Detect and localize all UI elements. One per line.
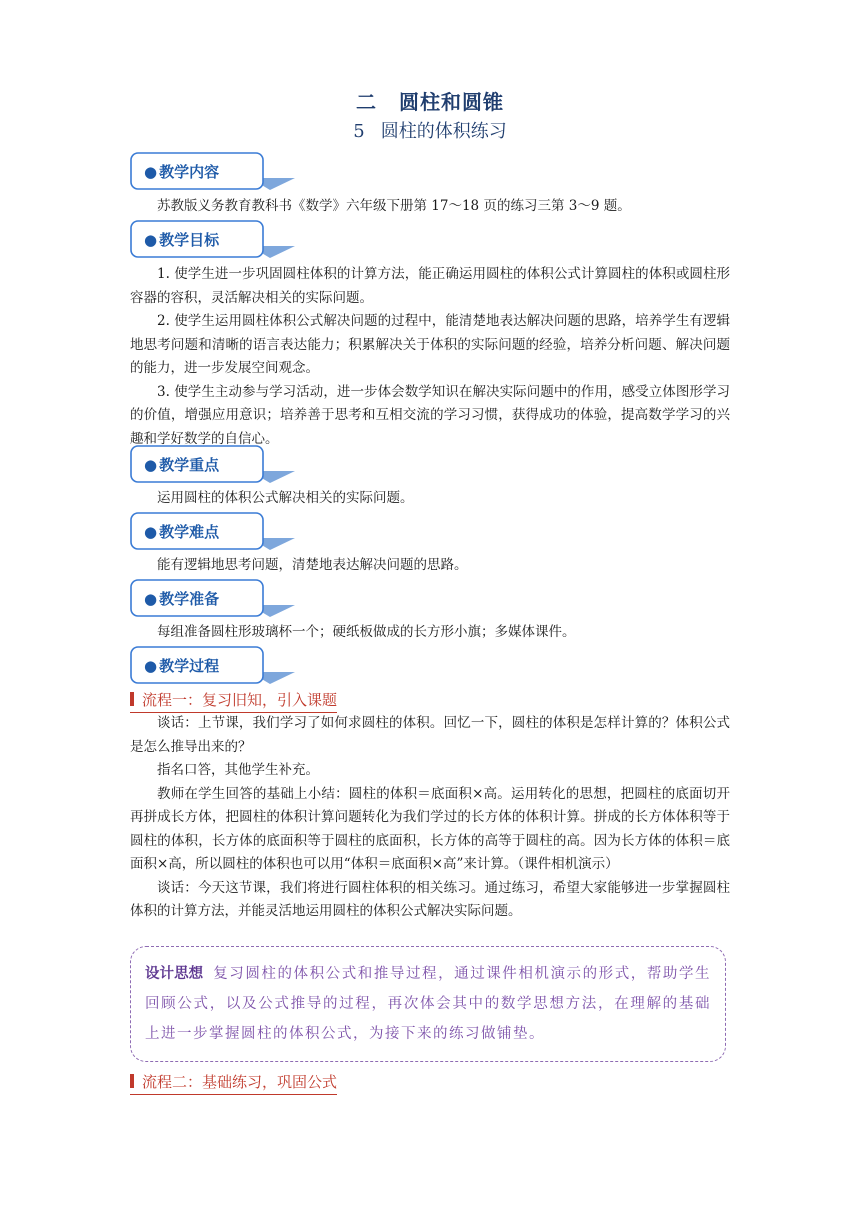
chapter-title	[0, 86, 860, 115]
flow-heading-2	[130, 1071, 337, 1095]
design-note-title: 设计思想	[145, 966, 204, 982]
design-note	[145, 959, 711, 1049]
flow1-paragraph: 指名口答，其他学生补充。	[157, 762, 319, 778]
flow-heading-1	[130, 689, 337, 713]
flow-title: 流程二：基础练习，巩固公式	[142, 1073, 338, 1091]
flow-marker-icon	[130, 1074, 134, 1088]
chapter-number: 二	[356, 90, 377, 114]
flow1-paragraph: 谈话：上节课，我们学习了如何求圆柱的体积。回忆一下，圆柱的体积是怎样计算的？体积公式是怎么推导出来的？	[130, 715, 730, 755]
bullet-icon: ●	[144, 163, 158, 181]
goal-item: 3. 使学生主动参与学习活动，进一步体会数学知识在解决实际问题中的作用，感受立体图形学习的价值，增强应用意识；培养善于思考和互相交流的学习习惯，获得成功的体验，提高数学学习的兴趣和学好数学的自信心。	[130, 383, 730, 447]
difficulty-text: 能有逻辑地思考问题，清楚地表达解决问题的思路。	[157, 557, 468, 573]
goal-item: 2. 使学生运用圆柱体积公式解决问题的过程中，能清楚地表达解决问题的思路，培养学生有逻辑地思考问题和清晰的语言表达能力；积累解决关于体积的实际问题的经验，培养分析问题、解决问题的能力，进一步发展空间观念。	[130, 313, 730, 376]
section-tag-label: 教学内容	[159, 163, 220, 181]
lesson-title-text: 圆柱的体积练习	[380, 121, 507, 142]
flow-marker-icon	[130, 692, 134, 706]
content-text: 苏教版义务教育教科书《数学》六年级下册第 17～18 页的练习三第 3～9 题。	[157, 198, 631, 214]
lesson-title	[0, 117, 860, 143]
section-tag-key	[130, 445, 300, 485]
flow-title: 流程一：复习旧知，引入课题	[142, 691, 338, 709]
goals-list	[130, 263, 730, 451]
bullet-icon: ●	[144, 456, 158, 474]
section-tag-difficulty	[130, 512, 300, 552]
bullet-icon: ●	[144, 231, 158, 249]
bullet-icon: ●	[144, 523, 158, 541]
design-note-box	[130, 946, 726, 1062]
lesson-number: 5	[353, 121, 365, 142]
section-tag-label: 教学过程	[159, 657, 220, 675]
section-tag-content	[130, 152, 300, 192]
bullet-icon: ●	[144, 657, 158, 675]
flow1-paragraph: 谈话：今天这节课，我们将进行圆柱体积的相关练习。通过练习，希望大家能够进一步掌握圆柱体积的计算方法，并能灵活地运用圆柱的体积公式解决实际问题。	[130, 879, 730, 919]
section-tag-goals	[130, 220, 300, 260]
section-tag-label: 教学目标	[159, 231, 220, 249]
goal-item: 1. 使学生进一步巩固圆柱体积的计算方法，能正确运用圆柱的体积公式计算圆柱的体积或圆柱形容器的容积，灵活解决相关的实际问题。	[130, 266, 730, 306]
design-note-text: 复习圆柱的体积公式和推导过程，通过课件相机演示的形式，帮助学生回顾公式，以及公式推导的过程，再次体会其中的数学思想方法，在理解的基础上进一步掌握圆柱的体积公式，为接下来的练习做铺垫。	[145, 966, 712, 1042]
prep-text: 每组准备圆柱形玻璃杯一个；硬纸板做成的长方形小旗；多媒体课件。	[157, 624, 576, 640]
bullet-icon: ●	[144, 590, 158, 608]
section-tag-label: 教学重点	[159, 456, 220, 474]
section-tag-label: 教学难点	[159, 523, 220, 541]
flow1-body	[130, 712, 730, 924]
key-text: 运用圆柱的体积公式解决相关的实际问题。	[157, 490, 414, 506]
section-tag-label: 教学准备	[159, 590, 220, 608]
section-tag-prep	[130, 579, 300, 619]
chapter-title-text: 圆柱和圆锥	[399, 90, 504, 114]
flow1-paragraph: 教师在学生回答的基础上小结：圆柱的体积＝底面积×高。运用转化的思想，把圆柱的底面切开再拼成长方体，把圆柱的体积计算问题转化为我们学过的长方体的体积计算。拼成的长方体体积等于圆柱的体积，长方体的底面积等于圆柱的底面积，长方体的高等于圆柱的高。因为长方体的体积＝底面积×高，所以圆柱的体积也可以用“体积＝底面积×高”来计算。（课件相机演示）	[130, 785, 730, 872]
section-tag-process	[130, 646, 300, 686]
